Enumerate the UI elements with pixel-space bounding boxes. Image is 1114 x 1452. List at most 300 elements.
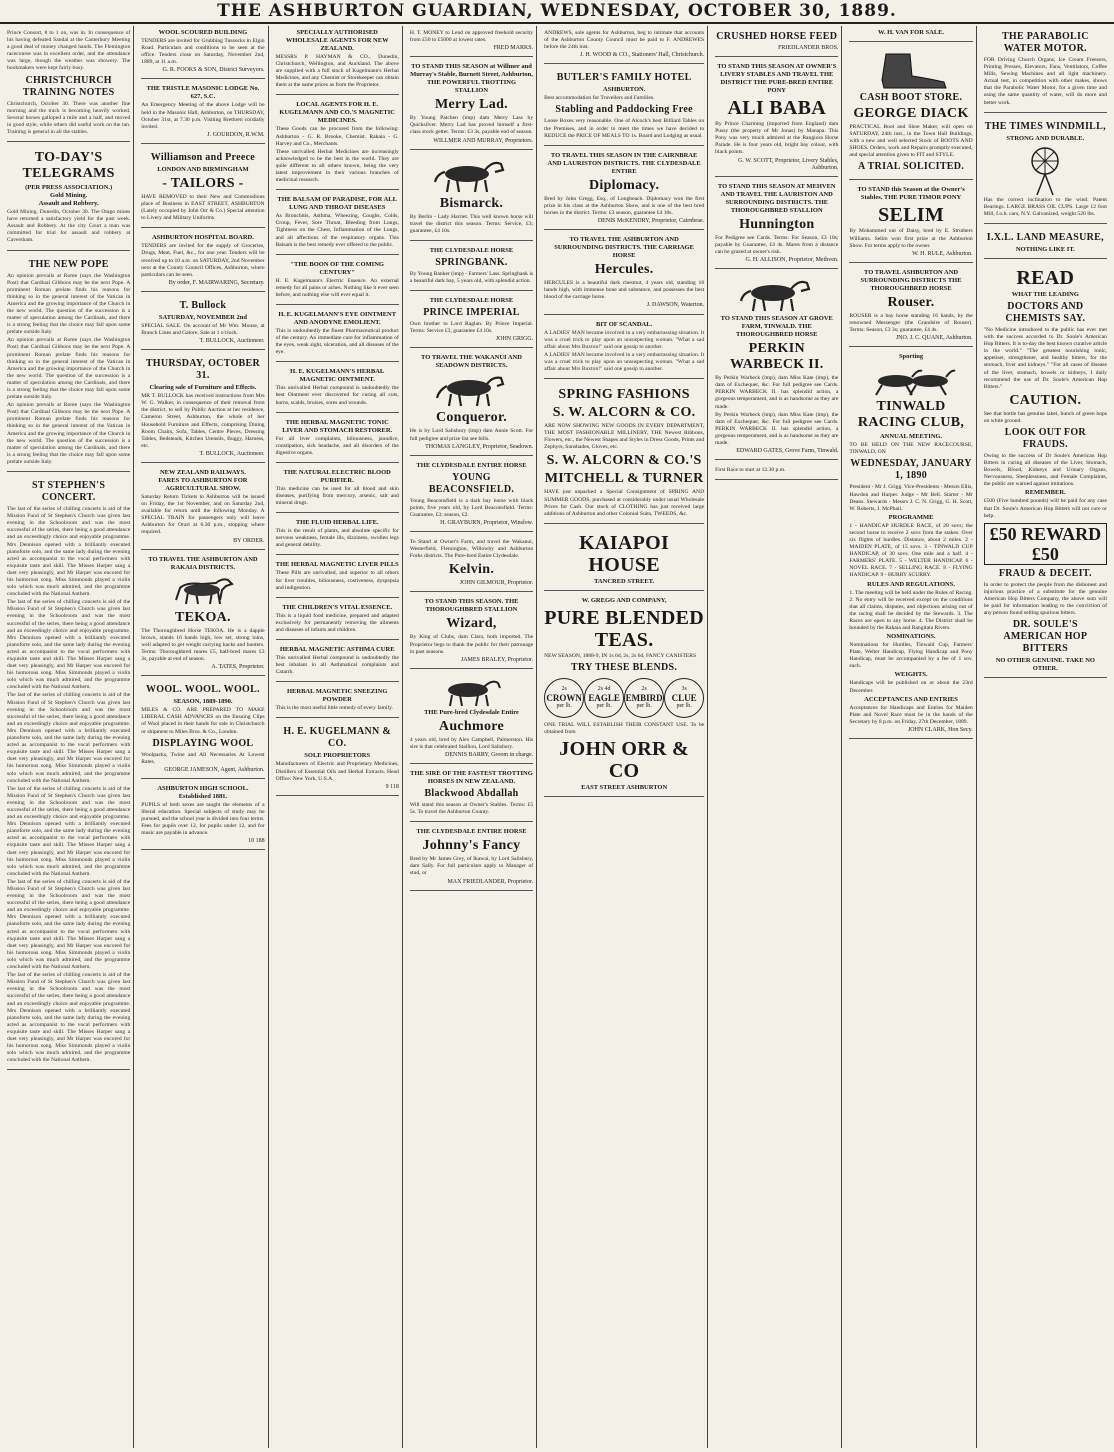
ad-heading: SPECIALLY AUTHORISED WHOLESALE AGENTS FOR NEW ZEALAND. [285, 29, 389, 52]
ad-subheading: EAST STREET ASHBURTON [581, 784, 668, 792]
ad-heading: I.X.L. LAND MEASURE, [986, 231, 1104, 243]
ad-tinwald-racing [849, 350, 972, 739]
ad-text: Manufacturers of Electric and Proprietary Medicines, Distillers of Essential Oils and Herbal Extracts. Head Office: New York, U.S.A. [275, 761, 399, 782]
ad-heading: Auchmore [438, 718, 505, 734]
ad-text: Acceptances for Handicaps and Entries for Maiden Plate and Novel Race must be in the hands of the Secretary by 8 p.m. on Friday, 27th December, 1889. [849, 704, 973, 725]
telegrams-text: Gold Mining. Dunedin, October 30. The Otago mines have returned a satisfactory yield for the past week. Assault and Robbery. At the city Court a man was committed for trial for assault and robbery at Caversham. [7, 209, 131, 244]
ad-heading: PERKIN WARBECK II. [729, 341, 824, 373]
ad-hayman-agents [276, 26, 399, 95]
ad-tenders-grubbing [141, 26, 264, 79]
ad-heading: THE TIMES WINDMILL, [984, 120, 1106, 132]
ad-eye-ointment [276, 308, 399, 362]
ad-subheading: SEASON, 1889-1890. [173, 698, 233, 706]
ad-text: For Pedigree see Cards. Terms: For Season, £3 10s; payable by Guarantee, £4 4s. Mares from a distance can be grazed at owner's risk. [715, 234, 839, 255]
ad-johnnys-fancy [410, 825, 533, 890]
column-1 [4, 26, 134, 1448]
ad-kugelmann [276, 721, 399, 795]
ad-subheading: TO TRAVEL THIS SEASON IN THE CAIRNBRAE AND LAURISTON DISTRICTS. THE CLYDESDALE ENTIRE [547, 151, 701, 175]
ad-auchmore [410, 672, 533, 764]
article-text: A LADIES' MAN became involved in a very embarrassing situation. It was a cruel trick to play upon an unsuspecting woman. "What a sad affair about Mrs Buxton!" said one gossip to another. [544, 351, 705, 372]
ad-subheading: NO OTHER GENUINE. TAKE NO OTHER. [995, 657, 1095, 673]
ad-signature: J. DAWSON, Waterton. [646, 302, 705, 309]
ad-signature: T. BULLOCK, Auctioneer. [199, 450, 265, 457]
ad-diplomacy [544, 149, 704, 230]
ad-text: Loose Boxes very reasonable. One of Alcock's best Billiard Tables on the Premises, and in order to meet the times we have decided to REDUCE the PRICE OF MEALS TO 1s. Board and Lodging as usual. [544, 118, 705, 139]
ad-heading: Williamson and Preece [150, 151, 256, 163]
ad-text: MR T. BULLOCK has received instructions from Mrs W. G. Walker, in consequence of their removal from the district, to sell by Public Auction at her residence, Cameron Street, Ashburton, the whole of her Household Furniture and Effects, comprising Dining Room Chairs, Sofa, Tables, Centre Pieces, Dressing Tables, Bedsteads, Kitchen Utensils, Buggy, Harness, etc. [141, 393, 265, 449]
ad-liver-pills [276, 558, 399, 597]
ad-heading: Bismarck. [439, 195, 504, 211]
ad-subheading: THE CLYDESDALE HORSE [429, 246, 514, 254]
ad-subheading: W. GREGG AND COMPANY, [581, 596, 667, 604]
ad-heading: CAUTION. [1009, 392, 1082, 408]
ad-heading: TEKOA. [174, 609, 231, 625]
ad-signature: W. H. RULE, Ashburton. [912, 250, 973, 257]
ad-subheading: TO STAND THIS SEASON. THE THOROUGHBRED STALLION [424, 598, 519, 614]
horse-illustration [431, 372, 511, 408]
ad-young-beaconsfield [410, 459, 533, 532]
ad-text: TENDERS are invited for Grubbing Tussocks in Elgin Road. Particulars and conditions to be seen at the office. Tenders close on Saturday, November 2nd, 1889, at 11 a.m. [141, 38, 265, 66]
ad-heading: JOHN ORR & CO [559, 738, 689, 783]
ad-heading: DOCTORS AND CHEMISTS SAY. [1005, 300, 1086, 324]
tea-badges [544, 678, 704, 718]
ad-heading: CRUSHED HORSE FEED [716, 31, 838, 42]
ad-heading: Rouser. [887, 294, 935, 310]
ad-andrewes [544, 26, 704, 64]
ad-heading: H. E. KUGELMANN'S EYE OINTMENT AND ANODYNE EMOLIENT. [278, 310, 397, 326]
ad-signature: J. GOURDON, R.W.M. [207, 131, 265, 138]
ad-subheading: ANNUAL MEETING. [879, 433, 943, 441]
concert-text: The last of the series of chilling concerts is aid of the Mission Fund of St Stephen's Church was given last evening in the Schoolroom and was the most successful of the series, there being a good attendance and an exceedingly choice and enjoyable programme. Mrs Dennison opened with a brilliantly executed pianoforte solo, and the same lady during the evening acted as accompanist to the vocal performers with exquisite taste and skill. The Misses Harper sang a duet very pleasingly, and Mr Harper was encored for his humorous song. Miss Simmonds played a violin solo which was much admired, and the programme concluded with the National Anthem. [7, 785, 131, 877]
ad-text: Has the correct inclination to the wind. Patent Bearings. LARGE BRASS OIL CUPS. Large 12 foot Mill, f.o.b. cars, N.Y. Galvanized, weight 520 lbs. [983, 196, 1107, 217]
ad-text: By Perkin Warbeck (imp), dam Miss Kate (imp), the dam of Exchequer, &c. For full pedigree see Cards. PERKIN WARBECK II. has splendid action, a gorgeous temperament, and is as handsome as they are made. [715, 411, 839, 446]
ad-asthma-cure [276, 643, 399, 682]
ad-heading: Wizard, [446, 616, 497, 632]
ad-subheading: Established 1881. [178, 792, 228, 800]
ad-heading: THE CHILDREN'S VITAL ESSENCE. [282, 603, 393, 611]
ad-heading: CASH BOOT STORE. [859, 92, 963, 103]
ad-text: President - Mr J. Grigg. Vice-Presidents - Messrs Ellis, Hawdon and Harper. Judge - Mr Bell. Starter - Mr Deans. Stewards - Messrs J. C. N. Grigg, G. H. Scott, W. Roberts, J. McPhail. [849, 484, 973, 512]
ad-text: Saturday Return Tickets to Ashburton will be issued on Friday, the 1st November, and on Saturday 2nd, available for return until the following Monday. A SPECIAL TRAIN for passengers only will leave Ashburton for Orari at 6.30 p.m., stopping where required. [141, 494, 265, 536]
horse-illustration [436, 677, 506, 707]
ad-wizard [410, 595, 533, 668]
ad-prince-imperial [410, 294, 533, 348]
ad-subheading: WEIGHTS. [894, 671, 928, 679]
ad-heading: Johnny's Fancy [422, 838, 521, 854]
ad-heading: WOOL. WOOL. WOOL. [145, 684, 260, 696]
ad-subheading: LONDON AND BIRMINGHAM [157, 165, 249, 173]
ad-heading: Merry Lad. [434, 97, 508, 113]
ad-text: 1 - HANDICAP HURDLE RACE, of 20 sovs; the second horse to receive 2 sovs from the stakes. Over six flights of hurdles. Distance, about 2 miles. 2 - MAIDEN PLATE, of 15 sovs. 3 - TINWALD CUP HANDICAP, of 30 sovs. One mile and a half. 4 - FARMERS' PLATE. 5 - WELTER HANDICAP. 6 - NOVEL RACE. 7 - SELLING RACE. 8 - FLYING HANDICAP. 9 - HURRY SCURRY. [849, 522, 973, 579]
column-6 [712, 26, 842, 1448]
ad-heading: Hercules. [594, 262, 654, 278]
ad-text: Own brother to Lord Raglan. By Prince Imperial. Terms: Service £3, guarantee £4 10s. [409, 321, 534, 335]
ad-kaiapoi-house [544, 527, 704, 591]
ad-text: HAVE REMOVED to their New and Commodious place of Business in EAST STREET, ASHBURTON (Lately occupied by John Orr & Co.) Special attention to Livery and Military Uniforms. [141, 193, 265, 222]
ad-text: Best accommodation for Travellers and Families. [544, 95, 655, 102]
ad-text: Owing to the success of Dr Soule's American Hop Bitters in curing all diseases of the Liver, Stomach, Bowels, Blood, Kidneys and Urinary Organs, Nervousness, Sleeplessness, and Female Complaints, the public are warned against imitations. [983, 452, 1107, 488]
column-4 [407, 26, 537, 1448]
ad-heading: TRY THESE BLENDS. [571, 661, 678, 673]
ad-heading: PURE BLENDED TEAS. [544, 606, 704, 651]
ad-signature: THOMAS LANGLEY, Proprietor, Seadown. [425, 443, 534, 450]
ad-hop-bitters [984, 262, 1107, 678]
ad-bullock-sale [141, 295, 264, 350]
ad-signature: GEORGE JAMESON, Agent, Ashburton. [164, 766, 265, 773]
ad-subheading: ASHBURTON. [602, 86, 646, 94]
ad-text: By Young Banker (imp) - Farmers' Lass. Springbank is a beautiful dark bay, 5 years old, with splendid action. [409, 270, 534, 285]
ad-text: See that bottle has genuine label, bunch of green hops on white ground. [983, 410, 1107, 424]
concert-heading: ST STEPHEN'S CONCERT. [32, 480, 106, 504]
tea-badge-embird: 2s EMBIRD per lb. [624, 678, 664, 718]
ad-kelvin [410, 535, 533, 592]
ad-signature: G. W. SCOTT, Proprietor, Livery Stables, Ashburton. [738, 157, 839, 171]
telegrams-sub: (PER PRESS ASSOCIATION.) [25, 184, 113, 192]
ad-text: £500 (Five hundred pounds) will be paid for any case that Dr. Soule's American Hop Bitters will not cure or help. [983, 498, 1107, 519]
ad-text: In order to protect the people from the dishonest and injurious practice of a substitute for the genuine American Hop Bitters Company, the above sum will be paid for information leading to the conviction of any person found selling spurious bitters. [983, 581, 1107, 617]
ad-subheading: THE CLYDESDALE ENTIRE HORSE [416, 828, 527, 836]
ad-signature: JOHN GRIGG. [495, 336, 534, 343]
ad-heading: Stabling and Paddocking Free [555, 104, 693, 116]
ad-text: For all liver complaints, biliousness, jaundice, constipation, sick headache, and all disorders of the digestive organs. [275, 435, 399, 456]
ad-text: By Mohammed out of Daisy, bred by E. Struthers Williams. Selim won first prize at the Ashburton Show. For terms apply to the owner. [849, 228, 973, 249]
ad-heading: THE HERBAL MAGNETIC LIVER PILLS [275, 561, 399, 569]
ad-blackwood-abdallah [410, 767, 533, 822]
ad-balsam [276, 193, 399, 254]
concert-text: The last of the series of chilling concerts is aid of the Mission Fund of St Stephen's Church was given last evening in the Schoolroom and was the most successful of the series, there being a good attendance and an exceedingly choice and enjoyable programme. Mrs Dennison opened with a brilliantly executed pianoforte solo, and the same lady during the evening acted as accompanist to the vocal performers with exquisite taste and skill. The Misses Harper sang a duet very pleasingly, and Mr Harper was encored for his humorous song. Miss Simmonds played a violin solo which was much admired, and the programme concluded with the National Anthem. [7, 692, 131, 784]
ad-heading: S. W. ALCORN & CO. [552, 405, 696, 421]
ad-heading: DISPLAYING WOOL [152, 737, 254, 749]
gold-heading: Gold Mining. [50, 192, 88, 200]
ad-text: SPECIAL SALE. On account of Mr Wm. Mouse, at Branch Lines and Galore, Sale at 1 o'clock. [141, 322, 265, 336]
ad-heading: YOUNG BEACONSFIELD. [428, 471, 515, 495]
ad-subheading: STRONG AND DURABLE. [1006, 134, 1085, 142]
concert-text: The last of the series of chilling concerts is aid of the Mission Fund of St Stephen's Church was given last evening in the Schoolroom and was the most successful of the series, there being a good attendance and an exceedingly choice and enjoyable programme. Mrs Dennison opened with a brilliantly executed pianoforte solo, and the same lady during the evening acted as accompanist to the vocal performers with exquisite taste and skill. The Misses Harper sang a duet very pleasingly, and Mr Harper was encored for his humorous song. Miss Simmonds played a violin solo which was much admired, and the programme concluded with the National Anthem. [7, 506, 131, 598]
horse-illustration [168, 574, 238, 608]
ad-fluid-herbal [276, 516, 399, 555]
ad-heading: S. W. ALCORN & CO.'S [546, 453, 702, 469]
ad-masonic-lodge [141, 82, 264, 143]
ad-butlers-hotel [544, 67, 704, 145]
ad-text: ONE TRIAL WILL ESTABLISH THEIR CONSTANT USE. To be obtained from [544, 721, 705, 735]
concert-text: The last of the series of chilling concerts is aid of the Mission Fund of St Stephen's Church was given last evening in the Schoolroom and was the most successful of the series, there being a good attendance and an exceedingly choice and enjoyable programme. Mrs Dennison opened with a brilliantly executed pianoforte solo, and the same lady during the evening acted as accompanist to the vocal performers with exquisite taste and skill. The Misses Harper sang a duet very pleasingly, and Mr Harper was encored for his humorous song. Miss Simmonds played a violin solo which was much admired, and the programme concluded with the National Anthem. [7, 599, 131, 691]
boot-illustration [866, 50, 956, 90]
ad-signature: J. H. WOOD & CO., Stationers' Hall, Christchurch. [580, 52, 705, 59]
tea-badge-eagle: 2s 4d EAGLE per lb. [584, 678, 624, 718]
ad-land-measure [984, 227, 1107, 259]
ad-text: 4 years old, bred by Alex Campbell, Palmerston. His sire is that celebrated Stallion, Lord Salisbury. [409, 736, 534, 750]
ad-text: MESSRS P. HAYMAN & CO., Dunedin, Christchurch, Wellington, and Auckland. The above are supplied with a full stock of Kugelmann's Herbal Medicines, and any Chemist or Storekeeper can obtain them at the same prices as from the Proprietor. [275, 54, 399, 89]
ad-heading: KAIAPOI HOUSE [579, 531, 670, 576]
ad-signature: JOHN CLARK, Hon Secy. [907, 726, 973, 733]
ad-signature: MAX FRIEDLANDER, Proprietor. [447, 878, 534, 885]
ad-heading: "THE BOON OF THE COMING CENTURY" [290, 260, 384, 276]
ad-heading: WOOL SCOURED BUILDING [158, 29, 248, 36]
ad-subheading: REMEMBER. [1025, 489, 1066, 497]
column-2 [138, 26, 268, 1448]
masthead [0, 0, 1114, 24]
ad-signature: FRIEDLANDER BROS. [778, 45, 839, 51]
ad-text: By Perkin Warbeck (imp), dam Miss Kate (imp), the dam of Exchequer, &c. For full pedigree see Cards. PERKIN WARBECK II. has splendid action, a gorgeous temperament, and is as handsome as they are made. [715, 375, 839, 410]
ad-signature: G. H. ALLISON, Proprietor, Methven. [745, 257, 839, 264]
ad-text: "No Medicine introduced to the public has ever met with the success accorded to Dr. Soule's American Hop Bitters. It is to-day the best known curative article in the world." "The greatest nourishing tonic, appetiser, strengthener, and healthy bitters, for the stomach, liver and kidneys." "For all cases of disease of the liver, stomach, bowels or kidneys, I daily recommend the use of Dr. Soule's American Hop Bitters." [983, 326, 1107, 390]
ad-signature: 10 188 [248, 838, 265, 845]
ad-rouser [849, 266, 972, 347]
ad-wool [141, 679, 264, 779]
ad-text: NEW SEASON, 1888-9, IN 1s 6d, 2s, 2s 6d, FANCY CANISTERS [544, 652, 697, 659]
ad-text: This is a liquid food medicine, prepared and adapted exclusively for permanently removing the ailments and diseases of infants and children. [275, 612, 399, 633]
concert-text: The last of the series of chilling concerts is aid of the Mission Fund of St Stephen's Church was given last evening in the Schoolroom and was the most successful of the series, there being a good attendance and an exceedingly choice and enjoyable programme. Mrs Dennison opened with a brilliantly executed pianoforte solo, and the same lady during the evening acted as accompanist to the vocal performers with exquisite taste and skill. The Misses Harper sang a duet very pleasingly, and Mr Harper was encored for his humorous song. Miss Simmonds played a violin solo which was much admired, and the programme concluded with the National Anthem. [7, 972, 131, 1064]
ad-signature: JNO. J. C. QUANE, Ashburton. [895, 335, 973, 342]
ad-hunnington [715, 180, 838, 269]
ad-signature: JOHN GILMOUR, Proprietor. [459, 580, 534, 587]
ad-subheading: Sporting [898, 353, 924, 361]
ad-signature: 9 118 [385, 783, 399, 790]
ad-text: This is the result of plants, and absolute specific for nervous weakness, female ills, dizziness, swollen legs and general debility. [275, 528, 399, 549]
ad-text: TENDERS are invited for the supply of Groceries, Drugs, Meat, Fuel, &c., for one year. Tenders will be received up to 10 a.m. on SATURDAY, 2nd November next at the County Council Offices, Ashburton, where particulars can be seen. [141, 243, 265, 278]
ad-williamson-preece [141, 147, 264, 228]
ad-perkin-warbeck [715, 272, 838, 460]
ad-signature: FRED MARKS. [493, 45, 534, 52]
ad-tekoa [141, 553, 264, 677]
ad-heading: THE HERBAL MAGNETIC TONIC LIVER AND STOMACH RESTORER. [282, 418, 393, 434]
ad-subheading: TO TRAVEL ASHBURTON AND SURROUNDING DISTRICTS THE THOROUGHBRED HORSE [860, 268, 962, 292]
ad-text: This medicine can be used for all blood and skin diseases, purifying from mercury, arsenic, salt and mineral drugs. [275, 485, 399, 507]
column-8 [981, 26, 1110, 1448]
ad-heading: T. Bullock [179, 299, 227, 311]
ad-text: HERCULES is a beautiful dark chestnut, 4 years old, standing 16 hands high, with immense bone and substance, and possesses the best blood of the carriage horse. [544, 280, 705, 301]
ad-text: These Goods can be procured from the following: Ashburton - G. R. Brooke, Chemist. Rakaia - G. Harvey and Co., Merchants. [275, 126, 399, 147]
racing-illustration [866, 363, 956, 397]
ad-heading: Diplomacy. [588, 177, 660, 193]
ad-text: He is by Lord Salisbury (imp) dam Annie Scott. For full pedigree and prize list see bills. [409, 428, 534, 442]
ad-signature: BY ORDER. [233, 537, 265, 544]
ad-blended-teas [544, 594, 704, 797]
ad-hercules [544, 233, 704, 314]
ad-merry-lad [410, 60, 533, 149]
ad-local-agents [276, 98, 399, 190]
ad-heading: SPRINGBANK. [435, 256, 508, 268]
ad-selim [849, 183, 972, 262]
ad-text: FOR Driving Church Organs, Ice Cream Freezers, Printing Presses, Elevators, Fans, Ventilators, Coffee Mills, Sewing Machines and all light machinery. Actual test, in competition with other makes, shows that the Parabolic Water Motor, for a given time and using the same quantity of water, will do more and better work. [983, 57, 1107, 106]
ad-subheading: A TRIAL SOLICITED. [858, 161, 965, 173]
ad-horse-feed [715, 26, 838, 57]
ad-subheading: THE SIRE OF THE FASTEST TROTTING HORSES IN NEW ZEALAND. [410, 770, 533, 786]
ad-text: ROUSER is a bay horse standing 16 hands, by the renowned Messenger (the Grandsire of Rouser). Terms: Season, £3 3s; guarantee, £4 4s. [849, 312, 973, 334]
reward-banner: £50 REWARD £50 [984, 523, 1107, 565]
ad-heading: MITCHELL & TURNER [544, 471, 704, 487]
ad-van-for-sale [849, 26, 972, 42]
ad-boon [276, 258, 399, 305]
ad-text: This unrivalled Herbal compound is undoubtedly the best inhalant in all Asthmatical complaints and Catarrh. [275, 655, 399, 676]
windmill-illustration [1015, 145, 1075, 195]
ad-subheading: TO TRAVEL THE ASHBURTON AND SURROUNDING DISTRICTS. THE CARRIAGE HORSE [554, 236, 694, 260]
ad-heading: THE FLUID HERBAL LIFE. [295, 519, 379, 527]
ad-heading: THE NATURAL ELECTRIC BLOOD PURIFIER. [283, 468, 391, 484]
ad-heading: Blackwood Abdallah [424, 788, 519, 800]
ad-subheading: Clearing sale of Furniture and Effects. [149, 384, 257, 392]
ad-heading: GEORGE DIACK [853, 106, 969, 121]
article-scandal [544, 318, 704, 380]
ad-blood-purifier [276, 466, 399, 513]
column-7 [846, 26, 976, 1448]
ad-heading: FRAUD & DECEIT. [998, 567, 1092, 579]
ad-cash-boot-store [849, 45, 972, 180]
ad-subheading: TO TRAVEL THE WAKANUI AND SEADOWN DISTRICTS. [421, 354, 522, 370]
ad-vital-essence [276, 601, 399, 640]
article-heading: BIT OF SCANDAL. [596, 320, 653, 328]
ad-text: H. T. MONEY to Lend on approved freehold security from £50 to £5000 at lowest rates. [409, 30, 534, 44]
newspaper-title: THE ASHBURTON GUARDIAN, WEDNESDAY, OCTOBER 30, 1889. [217, 1, 897, 21]
ad-ali-baba [715, 60, 838, 177]
ad-heading: READ [1016, 266, 1075, 289]
ad-heading: THE BALSAM OF PARADISE, FOR ALL LUNG AND THROAT DISEASES [277, 196, 397, 212]
ad-subheading: TO STAND THIS SEASON AT GROVE FARM, TINWALD. THE THOROUGHBRED HORSE [720, 315, 833, 339]
ad-text: By Prince Charming (imported from England) dam Pussy (the property of Mr Jonas) by Manapa. This Pony was very much admired at the Rangiora Horse Parade. He is four years old, bright bay colour, with black points. [715, 121, 839, 156]
ad-subheading: THE CLYDESDALE ENTIRE HORSE [416, 461, 527, 469]
news-text: Prince Consort, 8 to 1 on, was in. In consequence of his having defeated Sandal at the Canterbury Meeting a good deal of money changed hands. The Flemington racecourse was in excellent order, and the attendance was large, though the weather was showery. The bookmakers were kept fairly busy. [7, 30, 131, 72]
ad-text: H. E. Kugelmann's Electric Essence. An external remedy for all pains or aches. Nothing like it ever seen before, and nothing else will ever equal it. [275, 277, 399, 298]
ad-text: PUPILS of both sexes are taught the elements of a liberal education. Special subjects of study may be pursued, and the school year is divided into four terms. Fees for pupils over 12, for pupils under 12, and for music are payable in advance. [141, 801, 265, 837]
ad-heading: SELIM [878, 204, 945, 227]
ad-bismarck [410, 153, 533, 241]
ad-subheading: SATURDAY, NOVEMBER 2nd [158, 313, 247, 321]
ad-conqueror [410, 351, 533, 455]
ad-subheading: TO STAND THIS SEASON AT MEHVEN AND TRAVEL THE LAURISTON AND SURROUNDING DISTRICTS. THE THOROUGHBRED STALLION [717, 182, 836, 214]
pope-text: An opinion prevails at Rome (says the Washington Post) that Cardinal Gibbons may be the next Pope. A prominent Roman prelate finds his reasons for thinking so in the general interest of the Vatican in America and the growing importance of the Church in the new world. The question of the succession is a matter of speculation among the Cardinals, and there is a strong feeling that the choice may fall upon some prelate outside Italy. [7, 337, 131, 401]
ad-text: Will stand this season at Owner's Stables. Terms: £5 5s. To travel the Ashburton County. [409, 802, 534, 816]
ad-heading: THURSDAY, OCTOBER 31. [145, 358, 261, 382]
ad-heading: Kelvin. [448, 562, 495, 578]
column-3 [273, 26, 403, 1448]
ad-signature: By order, F. MAIRWARING, Secretary. [168, 279, 265, 286]
ad-text: Bred by Mr James Grey, of Ikawai, by Lord Salisbury, dam Sally. For full particulars apply to Manager of stud, or [409, 856, 534, 877]
ad-heading: W. H. VAN FOR SALE. [877, 29, 945, 36]
ad-subheading: THE Pure-bred Clydesdale Entire [424, 708, 519, 716]
ad-railways [141, 466, 264, 550]
ad-text: By Berlin - Lady Harriet. This well known horse will travel the district this season. Terms: Service, £3; guarantee, £4 10s. [409, 213, 534, 234]
ad-signature: H. GRAYBURN, Proprietor, Winslow. [440, 519, 534, 526]
ad-alcorn [544, 382, 704, 524]
column-5 [541, 26, 708, 1448]
ad-subheading: SOLE PROPRIETORS [304, 752, 371, 760]
ad-text: ARE NOW SHOWING NEW GOODS IN EVERY DEPARTMENT, THE MOST FASHIONABLE MILLINERY, THE Newest Ribbons, Flowers, etc., the Newest Shapes and Styles in Dress Goods, Prints and Zephyrs, Sunshades, Gloves, etc. [544, 423, 705, 451]
ad-heading: DR. SOULE'S AMERICAN HOP BITTERS [1003, 619, 1088, 655]
ad-subheading: FARES TO ASHBURTON FOR AGRICULTURAL SHOW. [158, 477, 248, 492]
telegrams-section [7, 145, 130, 250]
assault-heading: Assault and Robbery. [38, 200, 99, 208]
ad-text: These unrivalled Herbal Medicines are increasingly acknowledged to be the best in the world. They are quite different to all others known, being the very latest improvement in their various branches of medicinal research. [275, 148, 399, 184]
ad-text: An Emergency Meeting of the above Lodge will be held in the Masonic Hall, Ashburton, on THURSDAY, October 31st, at 7.30 p.m. Visiting Brethren cordially invited. [141, 102, 265, 130]
ad-signature: EDWARD GATES, Grove Farm, Tinwald. [736, 448, 839, 455]
ad-signature: WILLMER AND MURRAY, Proprietors. [433, 137, 534, 144]
ad-text: Young Beaconsfield is a dark bay horse with black points, five years old, by Lord Beaconsfield. Terms: Guarantee, £3; season, £2. [409, 497, 534, 518]
ad-times-windmill [984, 116, 1107, 224]
ad-text: By King of Clubs, dam Clara, both imported. The Proprietor begs to thank the public for their patronage in past seasons. [409, 634, 534, 655]
ad-subheading: TO STAND THIS SEASON at Willmer and Murray's Stable, Burnett Street, Ashburton, THE POWERFUL TROTTING STALLION [410, 63, 533, 95]
article-text: A LADIES' MAN became involved in a very embarrassing situation. It was a cruel trick to play upon an unsuspecting woman. "What a sad affair about Mrs Buxton!" said one gossip to another. [544, 329, 705, 350]
pope-text: An opinion prevails at Rome (says the Washington Post) that Cardinal Gibbons may be the next Pope. A prominent Roman prelate finds his reasons for thinking so in the general interest of the Vatican in America and the growing importance of the Church in the new world. The question of the succession is a matter of speculation among the Cardinals, and there is a strong feeling that the choice may fall upon some prelate outside Italy. [7, 272, 131, 336]
ad-high-school [141, 782, 264, 851]
ad-sneezing-powder [276, 685, 399, 718]
ad-subheading: ACCEPTANCES AND ENTRIES [864, 695, 958, 703]
telegrams-heading: TO-DAY'S TELEGRAMS [22, 150, 115, 182]
ad-subheading: NOMINATIONS. [886, 633, 936, 641]
ad-springbank [410, 244, 533, 291]
ad-heading: LOOK OUT FOR FRAUDS. [1004, 426, 1086, 450]
ad-heading: Conqueror. [435, 410, 508, 426]
ad-text: As Bronchitis, Asthma, Wheezing, Coughs, Colds, Croup, Fever, Sore Throat, Bleeding from Lungs, Tightness on the Chest, Inflammation of the Lungs, and all affections of the respiratory organs. This Balsam is the best remedy ever offered to the public. [275, 213, 399, 248]
ad-subheading: TO STAND THIS SEASON AT OWNER'S LIVERY STABLES AND TRAVEL THE DISTRICT THE PURE-BRED ENTIRE PONY [717, 63, 837, 95]
ad-magnetic-ointment [276, 365, 399, 412]
ad-money-lend [410, 26, 533, 57]
ad-subheading: THE CLYDESDALE HORSE [429, 297, 514, 305]
ad-heading: HERBAL MAGNETIC ASTHMA CURE [279, 646, 395, 654]
ad-signature: DENNIS BARRY, Groom in charge. [445, 752, 534, 758]
ad-heading: THE TRISTLE MASONIC LODGE No. 627, S.C. [146, 85, 260, 101]
ad-heading: ALI BABA [727, 97, 827, 120]
news-heading: CHRISTCHURCH TRAINING NOTES [22, 74, 115, 98]
concert-article [7, 475, 130, 1070]
pope-article [7, 254, 130, 473]
ad-heading: PRINCE IMPERIAL [423, 307, 520, 319]
ad-text: 1. The meeting will be held under the Rules of Racing. 2. No entry will be received except on the conditions that all claims, disputes, and objections arising out of the racing shall be decided by the Stewards. 3. The Races are open to any horse. 4. The District shall be bounded by the Rakaia and Rangitata Rivers. [849, 589, 973, 631]
ad-text: This unrivalled Herbal compound is undoubtedly the best Ointment ever discovered for curing all cuts, burns, scalds, bruises, sores and wounds. [275, 385, 399, 406]
pope-heading: THE NEW POPE [28, 258, 109, 270]
ad-subheading: WHAT THE LEADING [1011, 290, 1079, 298]
ad-text: PRACTICAL Boot and Shoe Maker, will open on SATURDAY, 24th inst., in the Town Hall Buildings, with a new and well selected Stock of BOOTS AND SHOES. Orders, work and Repairs promptly executed, and special attention given to FIT and STYLE. [849, 124, 973, 159]
ad-heading: Hunnington [739, 216, 815, 232]
ad-heading: BUTLER'S FAMILY HOTEL [556, 72, 692, 84]
ad-text: Nominations for Hurdles, Tinwald Cup, Farmers' Plate, Welter Handicap, Flying Handicap and Pony Handicap, must be accompanied by a fee of 1 sov. each. [849, 642, 973, 670]
ad-heading: ASHBURTON HIGH SCHOOL. [157, 784, 249, 792]
ad-subheading: NOTHING LIKE IT. [1015, 245, 1075, 253]
concert-text: The last of the series of chilling concerts is aid of the Mission Fund of St Stephen's Church was given last evening in the Schoolroom and was the most successful of the series, there being a good attendance and an exceedingly choice and enjoyable programme. Mrs Dennison opened with a brilliantly executed pianoforte solo, and the same lady during the evening acted as accompanist to the vocal performers with exquisite taste and skill. The Misses Harper sang a duet very pleasingly, and Mr Harper was encored for his humorous song. Miss Simmonds played a violin solo which was much admired, and the programme concluded with the National Anthem. [7, 878, 131, 971]
ad-clearing-sale [141, 353, 264, 463]
ad-text: By Young Patchen (imp) dam Merry Lass by Quicksilver. Merry Lad has proved himself a first-class stock getter. Terms: £3 3s, payable end of season. [409, 115, 534, 136]
ad-subheading: PROGRAMME [888, 513, 934, 521]
ad-signature: T. BULLOCK, Auctioneer. [199, 338, 265, 345]
ad-text: The Thoroughbred Horse TEKOA. He is a dapple brown, stands 16 hands high, low set, strong loins, well adapted to get weight carrying hacks and hunters. Terms: Thoroughbred mares £5, half-bred mares £3 3s, payable at end of season. [141, 627, 265, 663]
horse-illustration [431, 158, 511, 194]
ad-text: MILES & CO. ARE PREPARED TO MAKE LIBERAL CASH ADVANCES on the Ensuing Clips of Wool placed in their hands for sale in Christchurch or shipment to Miles Bros. & Co., London. [141, 707, 265, 735]
ad-heading: NEW ZEALAND RAILWAYS. [159, 469, 246, 476]
ad-text: This is undoubtedly the finest Pharmaceutical product of the century. An immediate cure for inflammation of the eyes, weak sight, ulceration, and all diseases of the eye. [275, 327, 399, 356]
ad-subheading: TANCRED STREET. [594, 577, 655, 585]
ad-heading: LOCAL AGENTS FOR H. E. KUGELMANN AND CO.'S MAGNETIC MEDICINES. [279, 101, 395, 125]
ad-text: TO BE HELD ON THE NEW RACECOURSE, TINWALD, ON [849, 442, 973, 456]
pope-text: An opinion prevails at Rome (says the Washington Post) that Cardinal Gibbons may be the next Pope. A prominent Roman prelate finds his reasons for thinking so in the general interest of the Vatican in America and the growing importance of the Church in the new world. The question of the succession is a matter of speculation among the Cardinals, and there is a strong feeling that the choice may fall upon some prelate outside Italy. [7, 402, 131, 465]
ad-subheading: TO TRAVEL THE ASHBURTON AND RAKAIA DISTRICTS. [148, 555, 258, 571]
ad-heading: - TAILORS - [162, 175, 244, 191]
ad-water-motor [984, 26, 1107, 113]
news-text: Christchurch, October 30. There was another fine morning and the track is becoming heavily worked. Several horses galloped a mile and a half, and moved in good style, while others did useful work on the tan. Training is general in all the stables. [7, 100, 131, 135]
tea-badge-clue: 3s CLUE per lb. [664, 678, 704, 718]
ad-text: ANDREWS, sole agents for Ashburton, beg to intimate that accounts of the Ashburton County Council must be paid to F. ANDREWES before the 24th inst. [544, 30, 705, 51]
ad-signature: G. R. FOOKS & SON, District Surveyors. [162, 67, 265, 74]
ad-signature: A. TATES, Proprietor. [211, 664, 265, 671]
ad-liver-restorer [276, 416, 399, 463]
ad-heading: H. E. KUGELMANN & CO. [283, 726, 391, 750]
news-item [7, 26, 130, 142]
ad-heading: H. E. KUGELMANN'S HERBAL MAGNETIC OINTMENT. [290, 368, 385, 384]
ad-text: This is the most useful little remedy of every family. [275, 705, 393, 712]
ad-subheading: TO STAND this Season at the Owner's Stables. THE PURE TIMOR PONY [857, 186, 965, 202]
ad-heading: WEDNESDAY, JANUARY 1, 1890 [850, 458, 972, 482]
ad-text: Handicaps will be published on or about the 23rd December. [849, 680, 973, 694]
horse-illustration [737, 277, 817, 313]
ad-text: These Pills are unrivalled, and superior to all others for liver troubles, biliousness, costiveness, dyspepsia and indigestion. [275, 570, 399, 591]
